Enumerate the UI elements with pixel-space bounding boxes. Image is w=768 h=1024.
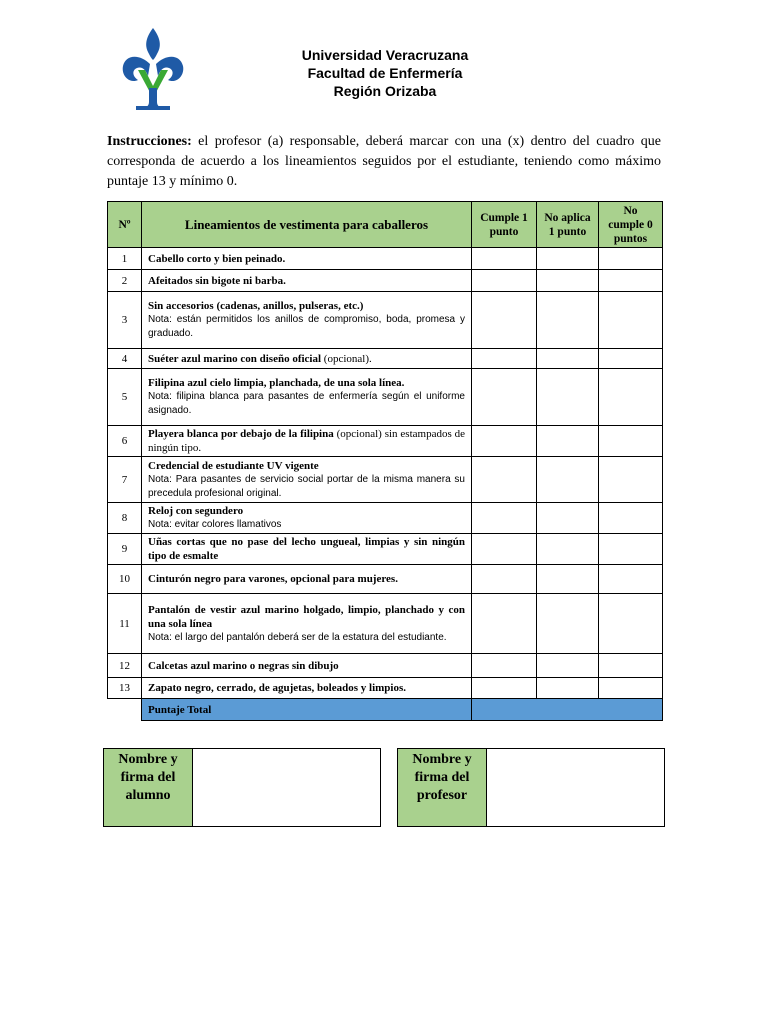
cumple-cell[interactable] <box>472 678 537 699</box>
guideline-note: Nota: Para pasantes de servicio social portar de la misma manera su precedula profesional original. <box>148 473 465 499</box>
student-signature-label: Nombre y firma del alumno <box>104 749 193 826</box>
guideline-note: Nota: evitar colores llamativos <box>148 519 282 530</box>
no-cumple-cell[interactable] <box>599 534 663 565</box>
row-number: 4 <box>108 349 142 369</box>
guideline-text: Suéter azul marino con diseño oficial <box>148 352 322 365</box>
no-aplica-cell[interactable] <box>537 594 599 654</box>
guideline-text: Cabello corto y bien peinado. <box>148 252 286 265</box>
table-row <box>108 248 663 270</box>
no-cumple-cell[interactable] <box>599 678 663 699</box>
no-aplica-cell[interactable] <box>537 654 599 678</box>
guideline-note: Nota: el largo del pantalón deberá ser de la estatura del estudiante. <box>148 631 447 643</box>
table-row <box>108 534 663 565</box>
guideline-note: Nota: filipina blanca para pasantes de enfermería según el uniforme asignado. <box>148 391 465 416</box>
row-guideline <box>142 369 472 426</box>
row-number: 5 <box>108 369 142 426</box>
table-row <box>108 349 663 369</box>
no-cumple-cell[interactable] <box>599 426 663 457</box>
document-header <box>270 46 500 100</box>
no-cumple-cell[interactable] <box>599 349 663 369</box>
no-cumple-cell[interactable] <box>599 270 663 292</box>
total-blank <box>108 699 142 721</box>
header-cumple: Cumple 1 punto <box>472 202 537 248</box>
no-cumple-cell[interactable] <box>599 248 663 270</box>
table-row <box>108 457 663 503</box>
cumple-cell[interactable] <box>472 565 537 594</box>
total-value-cell[interactable] <box>472 699 663 721</box>
cumple-cell[interactable] <box>472 503 537 534</box>
no-cumple-cell[interactable] <box>599 292 663 349</box>
row-number: 13 <box>108 678 142 699</box>
row-number: 10 <box>108 565 142 594</box>
cumple-cell[interactable] <box>472 292 537 349</box>
row-guideline <box>142 426 472 457</box>
student-signature-block <box>103 748 381 827</box>
no-aplica-cell[interactable] <box>537 248 599 270</box>
universidad-veracruzana-logo <box>120 26 186 112</box>
guideline-text: Sin accesorios (cadenas, anillos, pulseras, etc.) <box>148 300 364 312</box>
header-no-aplica: No aplica 1 punto <box>537 202 599 248</box>
student-signature-field[interactable] <box>193 749 380 826</box>
university-name: Universidad Veracruzana <box>301 47 469 63</box>
row-number: 9 <box>108 534 142 565</box>
no-aplica-cell[interactable] <box>537 292 599 349</box>
row-number: 2 <box>108 270 142 292</box>
table-header-row <box>108 202 663 248</box>
guideline-note: Nota: están permitidos los anillos de compromiso, boda, promesa y graduado. <box>148 314 465 339</box>
row-number: 6 <box>108 426 142 457</box>
instructions-text: el profesor (a) responsable, deberá marcar con una (x) dentro del cuadro que corresponda de acuerdo a los lineamientos seguidos por el estudiante, teniendo como máximo puntaje 13 y mínimo 0. <box>107 134 661 189</box>
guideline-text: Playera blanca por debajo de la filipina <box>148 428 334 440</box>
no-cumple-cell[interactable] <box>599 503 663 534</box>
guideline-text: Reloj con segundero <box>148 505 244 517</box>
guideline-text: Filipina azul cielo limpia, planchada, de una sola línea. <box>148 377 405 389</box>
total-label: Puntaje Total <box>142 699 472 721</box>
no-aplica-cell[interactable] <box>537 270 599 292</box>
cumple-cell[interactable] <box>472 349 537 369</box>
instructions-label: Instrucciones: <box>107 134 192 149</box>
professor-signature-field[interactable] <box>487 749 664 826</box>
row-number: 7 <box>108 457 142 503</box>
guideline-text: Pantalón de vestir azul marino holgado, limpio, planchado y con una sola línea <box>148 603 465 630</box>
cumple-cell[interactable] <box>472 594 537 654</box>
cumple-cell[interactable] <box>472 426 537 457</box>
cumple-cell[interactable] <box>472 248 537 270</box>
no-cumple-cell[interactable] <box>599 457 663 503</box>
no-aplica-cell[interactable] <box>537 678 599 699</box>
row-number: 3 <box>108 292 142 349</box>
header-guideline: Lineamientos de vestimenta para caballeros <box>142 202 472 248</box>
total-row <box>108 699 663 721</box>
no-aplica-cell[interactable] <box>537 503 599 534</box>
row-guideline <box>142 248 472 270</box>
cumple-cell[interactable] <box>472 457 537 503</box>
instructions <box>107 132 661 192</box>
table-row <box>108 565 663 594</box>
guideline-text: Calcetas azul marino o negras sin dibujo <box>148 659 339 672</box>
guideline-text: Afeitados sin bigote ni barba. <box>148 274 286 287</box>
no-aplica-cell[interactable] <box>537 457 599 503</box>
table-row <box>108 369 663 426</box>
row-guideline <box>142 594 472 654</box>
row-guideline <box>142 678 472 699</box>
header-num: Nº <box>108 202 142 248</box>
no-aplica-cell[interactable] <box>537 369 599 426</box>
row-guideline <box>142 457 472 503</box>
no-cumple-cell[interactable] <box>599 654 663 678</box>
row-number: 11 <box>108 594 142 654</box>
row-guideline <box>142 534 472 565</box>
cumple-cell[interactable] <box>472 369 537 426</box>
no-aplica-cell[interactable] <box>537 349 599 369</box>
faculty-name: Facultad de Enfermería <box>307 65 463 81</box>
professor-signature-block <box>397 748 665 827</box>
no-aplica-cell[interactable] <box>537 534 599 565</box>
guideline-extra: (opcional) sin estampados de ningún tipo. <box>148 428 465 454</box>
no-cumple-cell[interactable] <box>599 565 663 594</box>
guideline-text: Credencial de estudiante UV vigente <box>148 459 319 472</box>
no-aplica-cell[interactable] <box>537 565 599 594</box>
cumple-cell[interactable] <box>472 534 537 565</box>
row-number: 12 <box>108 654 142 678</box>
professor-signature-label: Nombre y firma del profesor <box>398 749 487 826</box>
cumple-cell[interactable] <box>472 654 537 678</box>
row-guideline <box>142 349 472 369</box>
table-row <box>108 678 663 699</box>
guideline-text: Uñas cortas que no pase del lecho ungueal, limpias y sin ningún tipo de esmalte <box>148 536 465 562</box>
region-name: Región Orizaba <box>333 83 437 99</box>
guideline-text: Cinturón negro para varones, opcional para mujeres. <box>148 573 398 585</box>
guidelines-table <box>107 201 663 721</box>
row-number: 8 <box>108 503 142 534</box>
table-row <box>108 270 663 292</box>
guideline-extra: (opcional). <box>321 352 372 365</box>
table-row <box>108 503 663 534</box>
guideline-text: Zapato negro, cerrado, de agujetas, boleados y limpios. <box>148 682 406 694</box>
no-aplica-cell[interactable] <box>537 426 599 457</box>
table-row <box>108 426 663 457</box>
row-guideline <box>142 292 472 349</box>
row-guideline <box>142 565 472 594</box>
row-guideline <box>142 270 472 292</box>
table-row <box>108 594 663 654</box>
no-cumple-cell[interactable] <box>599 369 663 426</box>
cumple-cell[interactable] <box>472 270 537 292</box>
row-guideline <box>142 654 472 678</box>
table-row <box>108 654 663 678</box>
no-cumple-cell[interactable] <box>599 594 663 654</box>
header-no-cumple: No cumple 0 puntos <box>599 202 663 248</box>
row-guideline <box>142 503 472 534</box>
table-row <box>108 292 663 349</box>
row-number: 1 <box>108 248 142 270</box>
